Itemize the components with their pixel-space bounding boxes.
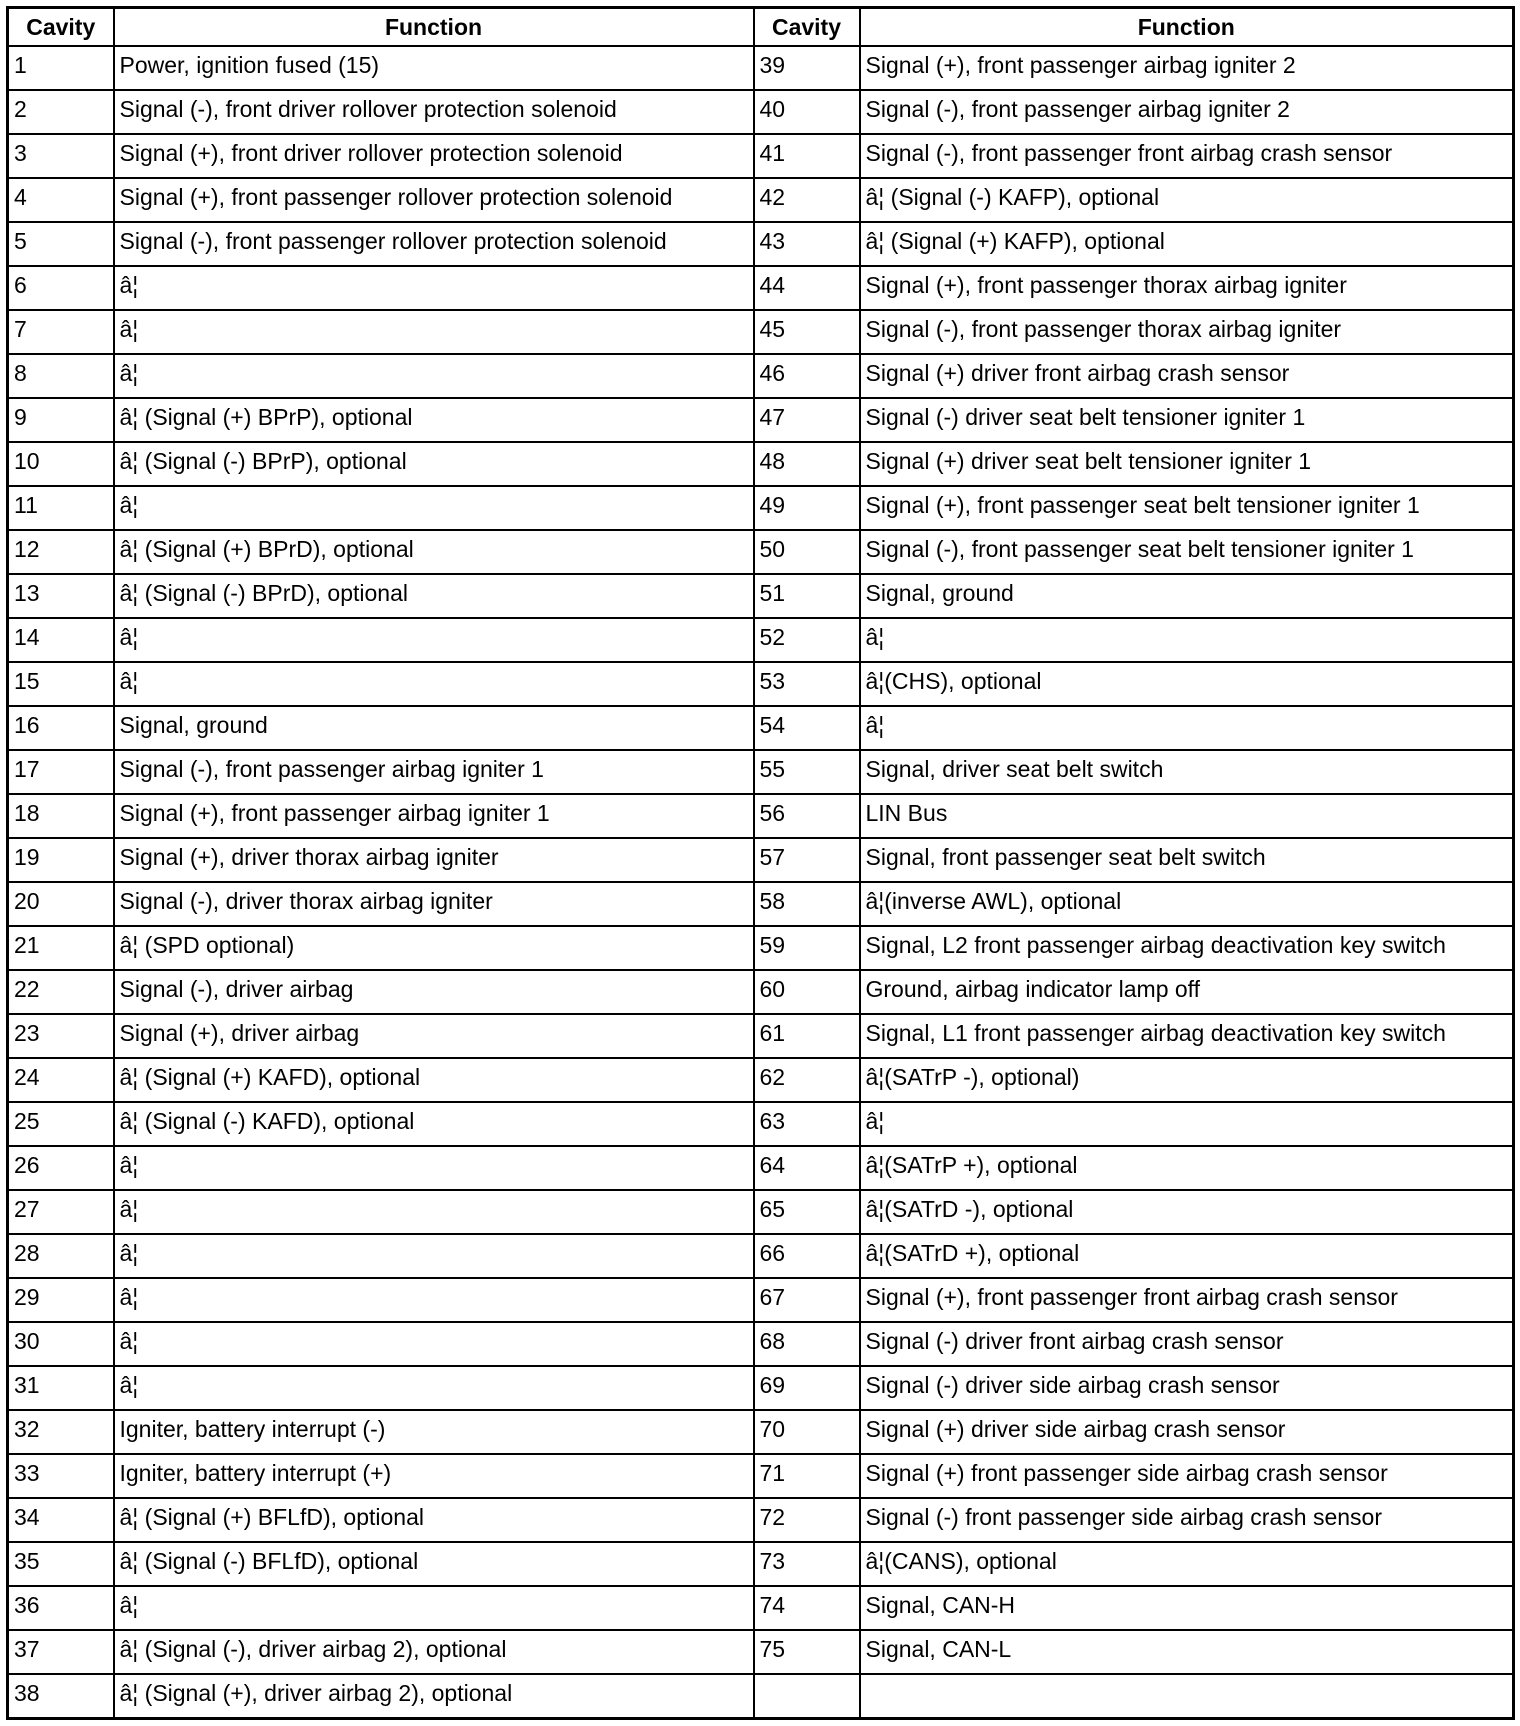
cavity-cell-right: 43 — [754, 222, 860, 266]
cavity-cell-right: 67 — [754, 1278, 860, 1322]
table-row — [8, 1674, 1514, 1719]
cavity-cell-right: 48 — [754, 442, 860, 486]
cavity-cell-left: 17 — [8, 750, 114, 794]
function-cell-right: Signal (+) front passenger side airbag crash sensor — [860, 1454, 1514, 1498]
function-cell-left: Signal (-), driver airbag — [114, 970, 754, 1014]
function-cell-left: Igniter, battery interrupt (-) — [114, 1410, 754, 1454]
function-cell-right: Signal (-) front passenger side airbag crash sensor — [860, 1498, 1514, 1542]
cavity-cell-left: 21 — [8, 926, 114, 970]
cavity-cell-left: 34 — [8, 1498, 114, 1542]
function-cell-right: â¦(CANS), optional — [860, 1542, 1514, 1586]
function-cell-left: â¦ (Signal (+) KAFD), optional — [114, 1058, 754, 1102]
table-row — [8, 354, 1514, 398]
cavity-cell-left: 22 — [8, 970, 114, 1014]
cavity-cell-right — [754, 1674, 860, 1719]
table-row — [8, 1058, 1514, 1102]
function-cell-right: Signal, front passenger seat belt switch — [860, 838, 1514, 882]
cavity-cell-left: 1 — [8, 46, 114, 90]
function-cell-left: Signal (+), front passenger rollover protection solenoid — [114, 178, 754, 222]
function-cell-right: Signal, L1 front passenger airbag deactivation key switch — [860, 1014, 1514, 1058]
cavity-cell-right: 50 — [754, 530, 860, 574]
table-row — [8, 310, 1514, 354]
function-cell-left: â¦ — [114, 1366, 754, 1410]
cavity-cell-right: 58 — [754, 882, 860, 926]
cavity-cell-left: 19 — [8, 838, 114, 882]
function-cell-left: Power, ignition fused (15) — [114, 46, 754, 90]
function-cell-right: Signal, CAN-L — [860, 1630, 1514, 1674]
cavity-cell-right: 52 — [754, 618, 860, 662]
cavity-cell-right: 68 — [754, 1322, 860, 1366]
cavity-cell-left: 10 — [8, 442, 114, 486]
function-cell-left: Signal (+), driver airbag — [114, 1014, 754, 1058]
cavity-cell-right: 59 — [754, 926, 860, 970]
cavity-cell-right: 44 — [754, 266, 860, 310]
function-cell-right: Signal (+), front passenger front airbag crash sensor — [860, 1278, 1514, 1322]
function-cell-right: â¦ — [860, 1102, 1514, 1146]
function-cell-right: Signal (+) driver seat belt tensioner igniter 1 — [860, 442, 1514, 486]
function-cell-left: Signal (-), front passenger airbag igniter 1 — [114, 750, 754, 794]
cavity-cell-left: 28 — [8, 1234, 114, 1278]
cavity-cell-right: 41 — [754, 134, 860, 178]
function-cell-right: â¦(SATrD +), optional — [860, 1234, 1514, 1278]
cavity-cell-right: 63 — [754, 1102, 860, 1146]
function-cell-left: â¦ (Signal (+) BPrD), optional — [114, 530, 754, 574]
cavity-cell-left: 33 — [8, 1454, 114, 1498]
table-row — [8, 1102, 1514, 1146]
cavity-cell-right: 62 — [754, 1058, 860, 1102]
cavity-cell-left: 26 — [8, 1146, 114, 1190]
function-cell-left: â¦ — [114, 1278, 754, 1322]
function-cell-right: Signal, driver seat belt switch — [860, 750, 1514, 794]
function-cell-left: Signal (-), front driver rollover protection solenoid — [114, 90, 754, 134]
table-row — [8, 1498, 1514, 1542]
cavity-cell-left: 5 — [8, 222, 114, 266]
table-row — [8, 266, 1514, 310]
cavity-cell-left: 31 — [8, 1366, 114, 1410]
function-cell-left: â¦ — [114, 662, 754, 706]
cavity-cell-left: 37 — [8, 1630, 114, 1674]
cavity-cell-right: 71 — [754, 1454, 860, 1498]
table-row — [8, 1630, 1514, 1674]
table-row — [8, 46, 1514, 90]
cavity-cell-left: 23 — [8, 1014, 114, 1058]
cavity-cell-right: 66 — [754, 1234, 860, 1278]
function-cell-right: â¦ (Signal (-) KAFP), optional — [860, 178, 1514, 222]
cavity-cell-right: 54 — [754, 706, 860, 750]
function-cell-left: â¦ (Signal (-) KAFD), optional — [114, 1102, 754, 1146]
cavity-cell-right: 65 — [754, 1190, 860, 1234]
cavity-cell-right: 61 — [754, 1014, 860, 1058]
table-row — [8, 398, 1514, 442]
table-row — [8, 1366, 1514, 1410]
cavity-cell-right: 64 — [754, 1146, 860, 1190]
table-body — [8, 46, 1514, 1719]
function-cell-right: Signal, ground — [860, 574, 1514, 618]
cavity-cell-right: 74 — [754, 1586, 860, 1630]
cavity-cell-right: 53 — [754, 662, 860, 706]
cavity-cell-left: 30 — [8, 1322, 114, 1366]
cavity-cell-left: 24 — [8, 1058, 114, 1102]
table-row — [8, 486, 1514, 530]
table-row — [8, 1410, 1514, 1454]
function-cell-left: Signal (+), front passenger airbag igniter 1 — [114, 794, 754, 838]
function-cell-left: â¦ — [114, 310, 754, 354]
table-row — [8, 442, 1514, 486]
function-cell-right: â¦(SATrP +), optional — [860, 1146, 1514, 1190]
function-cell-left: â¦ (Signal (+) BFLfD), optional — [114, 1498, 754, 1542]
table-row — [8, 90, 1514, 134]
cavity-cell-left: 9 — [8, 398, 114, 442]
table-row — [8, 134, 1514, 178]
table-row — [8, 222, 1514, 266]
header-function-left: Function — [114, 8, 754, 47]
function-cell-left: â¦ (Signal (+), driver airbag 2), optional — [114, 1674, 754, 1719]
function-cell-right: â¦ — [860, 706, 1514, 750]
function-cell-right: Signal (-) driver side airbag crash sensor — [860, 1366, 1514, 1410]
cavity-cell-right: 47 — [754, 398, 860, 442]
function-cell-right — [860, 1674, 1514, 1719]
table-row — [8, 1586, 1514, 1630]
table-row — [8, 1278, 1514, 1322]
cavity-cell-left: 16 — [8, 706, 114, 750]
table-row — [8, 1146, 1514, 1190]
function-cell-left: â¦ (Signal (-) BPrD), optional — [114, 574, 754, 618]
document-page — [6, 6, 1512, 1720]
table-header — [8, 8, 1514, 47]
function-cell-left: â¦ — [114, 486, 754, 530]
function-cell-right: â¦(SATrP -), optional) — [860, 1058, 1514, 1102]
table-row — [8, 838, 1514, 882]
header-function-right: Function — [860, 8, 1514, 47]
function-cell-right: Signal (+), front passenger airbag igniter 2 — [860, 46, 1514, 90]
function-cell-left: â¦ — [114, 354, 754, 398]
function-cell-left: â¦ (Signal (+) BPrP), optional — [114, 398, 754, 442]
function-cell-right: Signal (+) driver side airbag crash sensor — [860, 1410, 1514, 1454]
function-cell-left: â¦ — [114, 1322, 754, 1366]
table-row — [8, 750, 1514, 794]
cavity-cell-right: 40 — [754, 90, 860, 134]
function-cell-left: â¦ (Signal (-) BFLfD), optional — [114, 1542, 754, 1586]
function-cell-right: Ground, airbag indicator lamp off — [860, 970, 1514, 1014]
function-cell-left: Signal (-), driver thorax airbag igniter — [114, 882, 754, 926]
cavity-cell-left: 27 — [8, 1190, 114, 1234]
function-cell-left: â¦ (Signal (-) BPrP), optional — [114, 442, 754, 486]
function-cell-left: Signal (+), front driver rollover protection solenoid — [114, 134, 754, 178]
table-row — [8, 882, 1514, 926]
function-cell-left: â¦ — [114, 1586, 754, 1630]
cavity-cell-left: 4 — [8, 178, 114, 222]
function-cell-left: Signal (-), front passenger rollover protection solenoid — [114, 222, 754, 266]
cavity-cell-right: 45 — [754, 310, 860, 354]
cavity-cell-right: 56 — [754, 794, 860, 838]
function-cell-left: â¦ (Signal (-), driver airbag 2), optional — [114, 1630, 754, 1674]
cavity-cell-left: 15 — [8, 662, 114, 706]
function-cell-right: Signal (+) driver front airbag crash sensor — [860, 354, 1514, 398]
table-row — [8, 794, 1514, 838]
cavity-cell-left: 6 — [8, 266, 114, 310]
table-row — [8, 1234, 1514, 1278]
cavity-cell-left: 25 — [8, 1102, 114, 1146]
cavity-cell-left: 13 — [8, 574, 114, 618]
function-cell-left: â¦ — [114, 618, 754, 662]
function-cell-left: Signal, ground — [114, 706, 754, 750]
table-row — [8, 1454, 1514, 1498]
table-row — [8, 706, 1514, 750]
function-cell-right: â¦(SATrD -), optional — [860, 1190, 1514, 1234]
header-cavity-right: Cavity — [754, 8, 860, 47]
function-cell-left: Igniter, battery interrupt (+) — [114, 1454, 754, 1498]
table-row — [8, 530, 1514, 574]
function-cell-right: â¦ — [860, 618, 1514, 662]
cavity-cell-right: 57 — [754, 838, 860, 882]
function-cell-left: â¦ — [114, 266, 754, 310]
function-cell-right: â¦(inverse AWL), optional — [860, 882, 1514, 926]
function-cell-right: Signal (-), front passenger front airbag crash sensor — [860, 134, 1514, 178]
table-row — [8, 178, 1514, 222]
table-row — [8, 1322, 1514, 1366]
cavity-cell-right: 69 — [754, 1366, 860, 1410]
cavity-cell-left: 36 — [8, 1586, 114, 1630]
function-cell-right: Signal (-), front passenger airbag igniter 2 — [860, 90, 1514, 134]
table-row — [8, 1014, 1514, 1058]
cavity-cell-right: 72 — [754, 1498, 860, 1542]
function-cell-right: Signal, CAN-H — [860, 1586, 1514, 1630]
function-cell-right: Signal (-) driver seat belt tensioner igniter 1 — [860, 398, 1514, 442]
header-row — [8, 8, 1514, 47]
function-cell-right: Signal, L2 front passenger airbag deactivation key switch — [860, 926, 1514, 970]
cavity-function-table — [6, 6, 1515, 1720]
table-row — [8, 574, 1514, 618]
function-cell-left: â¦ — [114, 1234, 754, 1278]
header-cavity-left: Cavity — [8, 8, 114, 47]
function-cell-right: LIN Bus — [860, 794, 1514, 838]
function-cell-right: Signal (-), front passenger thorax airbag igniter — [860, 310, 1514, 354]
cavity-cell-right: 70 — [754, 1410, 860, 1454]
cavity-cell-left: 18 — [8, 794, 114, 838]
cavity-cell-left: 35 — [8, 1542, 114, 1586]
cavity-cell-left: 32 — [8, 1410, 114, 1454]
cavity-cell-right: 75 — [754, 1630, 860, 1674]
table-row — [8, 1542, 1514, 1586]
table-row — [8, 926, 1514, 970]
table-row — [8, 662, 1514, 706]
function-cell-left: Signal (+), driver thorax airbag igniter — [114, 838, 754, 882]
function-cell-left: â¦ (SPD optional) — [114, 926, 754, 970]
cavity-cell-right: 46 — [754, 354, 860, 398]
function-cell-right: Signal (-) driver front airbag crash sensor — [860, 1322, 1514, 1366]
table-row — [8, 618, 1514, 662]
function-cell-left: â¦ — [114, 1146, 754, 1190]
function-cell-right: Signal (+), front passenger thorax airbag igniter — [860, 266, 1514, 310]
cavity-cell-left: 11 — [8, 486, 114, 530]
table-row — [8, 1190, 1514, 1234]
cavity-cell-left: 20 — [8, 882, 114, 926]
function-cell-right: â¦(CHS), optional — [860, 662, 1514, 706]
cavity-cell-left: 7 — [8, 310, 114, 354]
function-cell-right: Signal (-), front passenger seat belt tensioner igniter 1 — [860, 530, 1514, 574]
cavity-cell-right: 60 — [754, 970, 860, 1014]
cavity-cell-right: 51 — [754, 574, 860, 618]
cavity-cell-left: 8 — [8, 354, 114, 398]
cavity-cell-right: 55 — [754, 750, 860, 794]
cavity-cell-right: 73 — [754, 1542, 860, 1586]
cavity-cell-right: 39 — [754, 46, 860, 90]
cavity-cell-right: 49 — [754, 486, 860, 530]
cavity-cell-right: 42 — [754, 178, 860, 222]
function-cell-right: Signal (+), front passenger seat belt tensioner igniter 1 — [860, 486, 1514, 530]
function-cell-left: â¦ — [114, 1190, 754, 1234]
cavity-cell-left: 12 — [8, 530, 114, 574]
cavity-cell-left: 14 — [8, 618, 114, 662]
cavity-cell-left: 29 — [8, 1278, 114, 1322]
cavity-cell-left: 2 — [8, 90, 114, 134]
function-cell-right: â¦ (Signal (+) KAFP), optional — [860, 222, 1514, 266]
cavity-cell-left: 38 — [8, 1674, 114, 1719]
table-row — [8, 970, 1514, 1014]
cavity-cell-left: 3 — [8, 134, 114, 178]
